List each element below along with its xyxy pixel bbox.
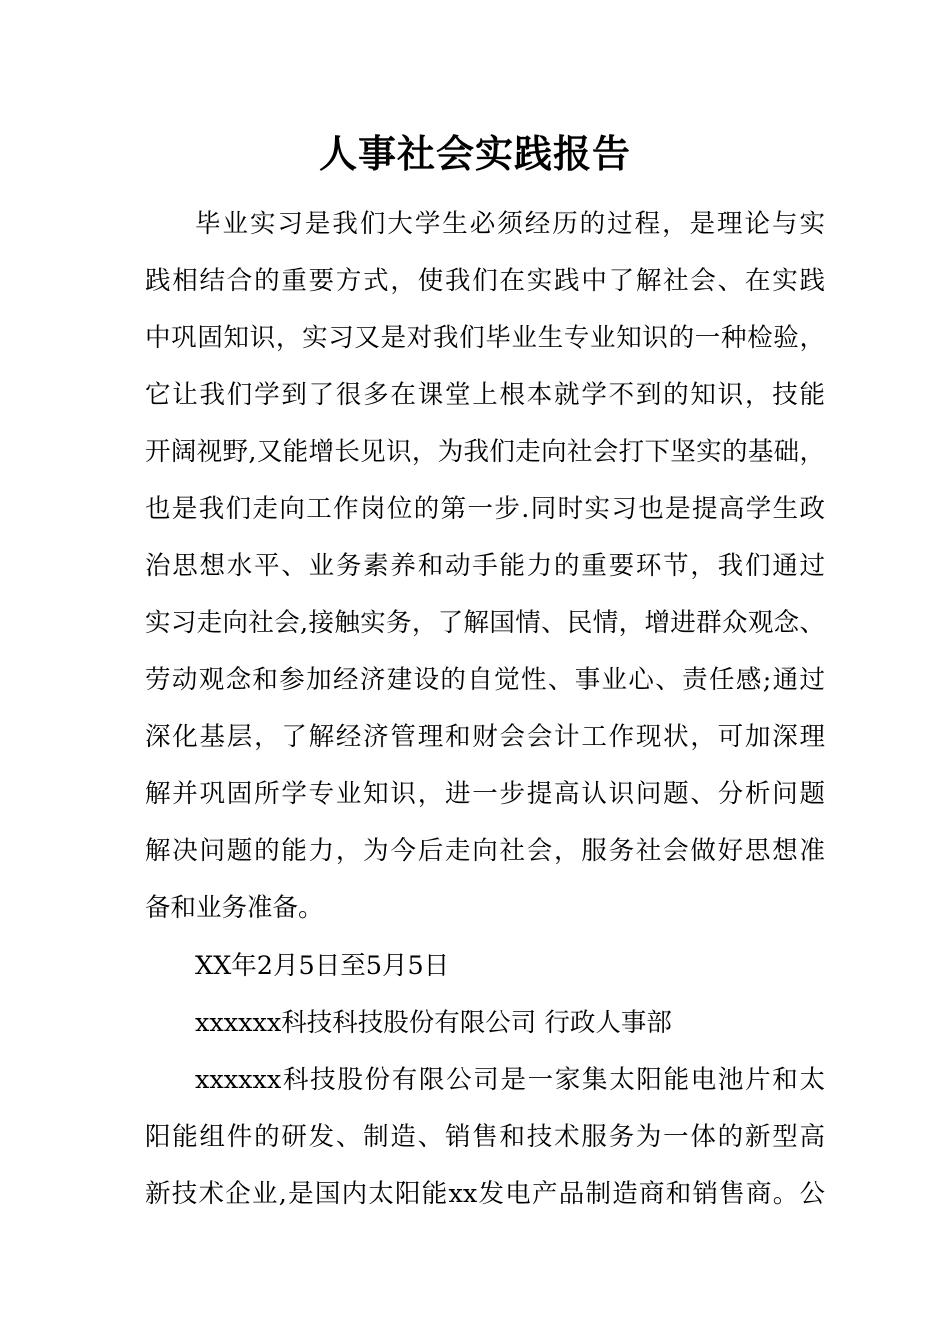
paragraph-line: 中巩固知识，实习又是对我们毕业生专业知识的一种检验， xyxy=(145,323,825,353)
paragraph-line: 备和业务准备。 xyxy=(145,893,324,923)
paragraph-line: 也是我们走向工作岗位的第一步.同时实习也是提高学生政 xyxy=(145,494,825,524)
paragraph-line: 践相结合的重要方式，使我们在实践中了解社会、在实践 xyxy=(145,266,825,296)
paragraph-line: 解决问题的能力，为今后走向社会，服务社会做好思想准 xyxy=(145,836,825,866)
paragraph-line: 治思想水平、业务素养和动手能力的重要环节，我们通过 xyxy=(145,551,825,581)
document-title: 人事社会实践报告 xyxy=(318,131,631,176)
company-department-line: xxxxxx科技科技股份有限公司 行政人事部 xyxy=(195,1008,672,1038)
paragraph-line: 劳动观念和参加经济建设的自觉性、事业心、责任感;通过 xyxy=(145,665,825,695)
paragraph-line: 实习走向社会,接触实务，了解国情、民情，增进群众观念、 xyxy=(145,608,825,638)
paragraph-line: 解并巩固所学专业知识，进一步提高认识问题、分析问题 xyxy=(145,779,825,809)
date-range-line: XX年2月5日至5月5日 xyxy=(195,951,450,981)
paragraph-line: 阳能组件的研发、制造、销售和技术服务为一体的新型高 xyxy=(145,1122,825,1152)
paragraph-line: 深化基层，了解经济管理和财会会计工作现状，可加深理 xyxy=(145,722,825,752)
paragraph-line: 新技术企业,是国内太阳能xx发电产品制造商和销售商。公 xyxy=(145,1179,825,1209)
paragraph-line: 毕业实习是我们大学生必须经历的过程，是理论与实 xyxy=(195,209,825,239)
paragraph-line: xxxxxx科技股份有限公司是一家集太阳能电池片和太 xyxy=(195,1065,825,1095)
paragraph-line: 开阔视野,又能增长见识，为我们走向社会打下坚实的基础， xyxy=(145,437,825,467)
paragraph-line: 它让我们学到了很多在课堂上根本就学不到的知识，技能 xyxy=(145,380,825,410)
